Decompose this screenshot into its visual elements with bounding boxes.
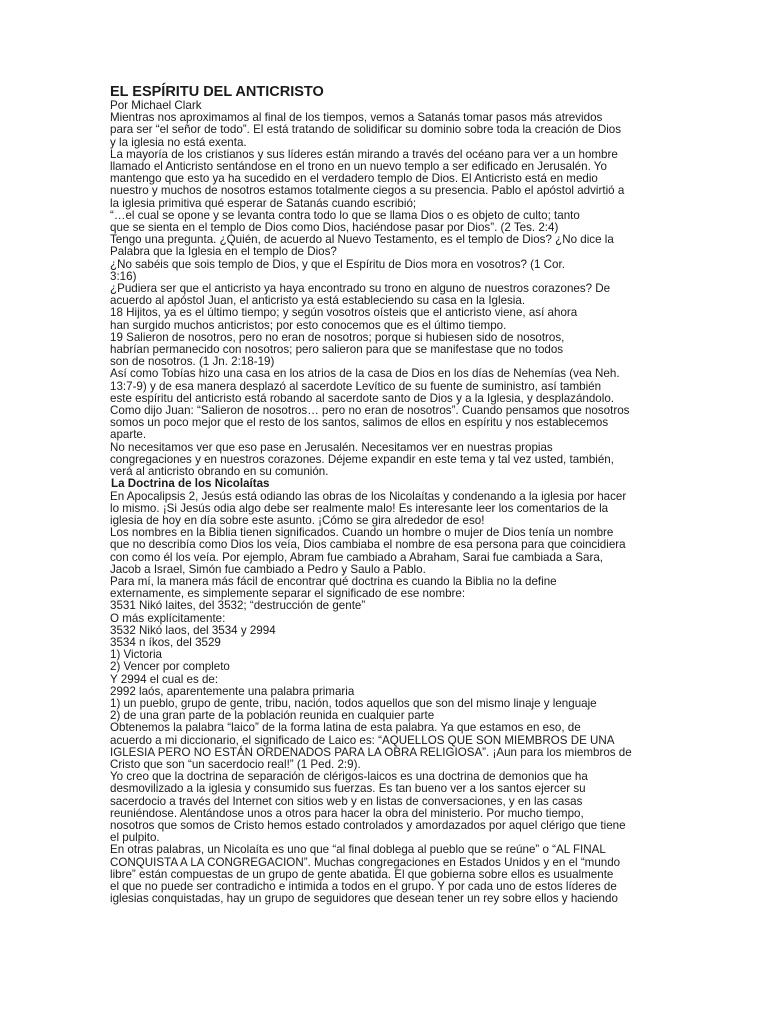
text-line: No necesitamos ver que eso pase en Jerusalén. Necesitamos ver en nuestras propias [110, 440, 553, 454]
text-line: este espíritu del anticristo está robando al sacerdote santo de Dios y a la Iglesia, y desplazándolo. [110, 391, 614, 405]
text-line: sacerdocio a través del Internet con sitios web y en listas de conversaciones, y en las casas [110, 794, 583, 808]
text-line: externamente, es simplemente separar el significado de ese nombre: [110, 587, 466, 601]
text-line: para ser “el señor de todo”. El está tratando de solidificar su dominio sobre toda la creación de Dios [110, 123, 622, 137]
text-line: Cristo que son “un sacerdocio real!” (1 Ped. 2:9). [110, 757, 361, 771]
text-line: 19 Salieron de nosotros, pero no eran de nosotros; porque si hubiesen sido de nosotros, [110, 330, 565, 344]
text-line: somos un poco mejor que el resto de los santos, salimos de ellos en espíritu y nos establecemos [110, 416, 609, 430]
text-line: aparte. [110, 428, 147, 442]
document-body [110, 84, 650, 905]
text-line: 1) un pueblo, grupo de gente, tribu, nación, todos aquellos que son del mismo linaje y lenguaje [110, 696, 597, 710]
text-line: 3534 n íkos, del 3529 [110, 635, 221, 649]
text-line: Así como Tobías hizo una casa en los atrios de la casa de Dios en los días de Nehemías (vea Neh. [110, 367, 620, 381]
text-line: la iglesia primitiva qué esperar de Satanás cuando escribió; [110, 196, 417, 210]
section-heading: La Doctrina de los Nicolaítas [111, 477, 270, 491]
text-line: En otras palabras, un Nicolaíta es uno que “al final doblega al pueblo que se reúne” o “AL FINAL [110, 843, 606, 857]
text-line: CONQUISTA A LA CONGREGACION”. Muchas congregaciones en Estados Unidos y en el “mundo [110, 855, 621, 869]
text-line: reuniéndose. Alentándose unos a otros para hacer la obra del ministerio. Por mucho tiempo, [110, 806, 584, 820]
document-title: EL ESPÍRITU DEL ANTICRISTO [110, 84, 324, 100]
text-line: acuerdo al apóstol Juan, el anticristo ya está estableciendo su casa en la Iglesia. [110, 294, 526, 308]
text-line: 3531 Nikó laites, del 3532; “destrucción de gente” [110, 599, 366, 613]
text-line: 3:16) [110, 269, 137, 283]
text-line: verá al anticristo obrando en su comunión. [110, 465, 329, 479]
text-line: Tengo una pregunta. ¿Quién, de acuerdo al Nuevo Testamento, es el templo de Dios? ¿No dice la [110, 233, 614, 247]
text-line: ¿Pudiera ser que el anticristo ya haya encontrado su trono en alguno de nuestros corazones? De [110, 282, 611, 296]
text-line: acuerdo a mi diccionario, el significado de Laico es: “AQUELLOS QUE SON MIEMBROS DE UNA [110, 733, 615, 747]
text-line: La mayoría de los cristianos y sus líderes están mirando a través del océano para ver a un hombre [110, 147, 618, 161]
text-line: iglesias conquistadas, hay un grupo de seguidores que desean tener un rey sobre ellos y haciendo [110, 892, 618, 906]
text-line: 1) Victoria [110, 648, 162, 662]
text-line: Yo creo que la doctrina de separación de clérigos-laicos es una doctrina de demonios que ha [110, 770, 588, 784]
text-line: “…el cual se opone y se levanta contra todo lo que se llama Dios o es objeto de culto; tanto [110, 208, 580, 222]
text-line: 2992 laós, aparentemente una palabra primaria [110, 684, 355, 698]
text-line: iglesia de hoy en día sobre este asunto. ¡Cómo se gira alrededor de eso! [110, 513, 485, 527]
text-line: Como dijo Juan: “Salieron de nosotros… pero no eran de nosotros”. Cuando pensamos que nosotros [110, 404, 630, 418]
text-line: 13:7-9) y de esa manera desplazó al sacerdote Levítico de su fuente de suministro, así también [110, 379, 602, 393]
text-line: nosotros que somos de Cristo hemos estado controlados y amordazados por aquel clérigo que tiene [110, 818, 626, 832]
text-line: que no describía como Dios los veía, Dios cambiaba el nombre de esa persona para que coincidiera [110, 538, 626, 552]
text-line: Y 2994 el cual es de: [110, 672, 219, 686]
text-line: 2) Vencer por completo [110, 660, 230, 674]
text-line: IGLESIA PERO NO ESTÁN ORDENADOS PARA LA OBRA RELIGIOSA”. ¡Aun para los miembros de [110, 745, 632, 759]
text-line: son de nosotros. (1 Jn. 2:18-19) [110, 355, 275, 369]
text-line: llamado el Anticristo sentándose en el trono en un nuevo templo a ser edificado en Jerusalén. Yo [110, 160, 607, 174]
text-line: habrían permanecido con nosotros; pero salieron para que se manifestase que no todos [110, 343, 564, 357]
text-line: el que no puede ser contradicho e intimida a todos en el grupo. Y por cada uno de estos líderes de [110, 880, 617, 893]
text-line: libre” están compuestas de un grupo de gente abatida. El que gobierna sobre ellos es usualmente [110, 867, 614, 881]
text-line: Jacob a Israel, Simón fue cambiado a Pedro y Saulo a Pablo. [110, 562, 426, 576]
text-line: han surgido muchos anticristos; por esto conocemos que es el último tiempo. [110, 318, 507, 332]
text-line: con como él los veía. Por ejemplo, Abram fue cambiado a Abraham, Sarai fue cambiada a Sara, [110, 550, 603, 564]
text-line: lo mismo. ¡Si Jesús odia algo debe ser realmente malo! Es interesante leer los comentarios de la [110, 501, 609, 515]
text-line: desmovilizado a la iglesia y consumido sus fuerzas. Es tan bueno ver a los santos ejercer su [110, 782, 586, 796]
text-line: que se sienta en el templo de Dios como Dios, haciéndose pasar por Dios”. (2 Tes. 2:4) [110, 221, 559, 235]
byline: Por Michael Clark [110, 99, 202, 112]
text-line: mantengo que esto ya ha sucedido en el verdadero templo de Dios. El Anticristo está en medio [110, 172, 598, 186]
text-line: Los nombres en la Biblia tienen significados. Cuando un hombre o mujer de Dios tenía un nombre [110, 526, 614, 540]
text-line: Para mí, la manera más fácil de encontrar qué doctrina es cuando la Biblia no la define [110, 574, 557, 588]
text-line: ¿No sabéis que sois templo de Dios, y que el Espíritu de Dios mora en vosotros? (1 Cor. [110, 257, 565, 271]
text-line: y la iglesia no está exenta. [110, 135, 247, 149]
text-line: nuestro y muchos de nosotros estamos totalmente ciegos a su presencia. Pablo el apóstol advirtió a [110, 184, 625, 198]
text-line: 18 Hijitos, ya es el último tiempo; y según vosotros oísteis que el anticristo viene, así ahora [110, 306, 578, 320]
text-line: el pulpito. [110, 831, 160, 845]
text-line: 2) de una gran parte de la población reunida en cualquier parte [110, 709, 435, 723]
text-line: Mientras nos aproximamos al final de los tiempos, vemos a Satanás tomar pasos más atrevidos [110, 111, 603, 125]
text-line: congregaciones y en nuestros corazones. Déjeme expandir en este tema y tal vez usted, también, [110, 452, 614, 466]
text-line: Palabra que la Iglesia en el templo de Dios? [110, 245, 337, 259]
text-line: O más explícitamente: [110, 611, 226, 625]
text-line: Obtenemos la palabra “laico” de la forma latina de esta palabra. Ya que estamos en eso, de [110, 721, 581, 735]
text-line: 3532 Nikó laos, del 3534 y 2994 [110, 623, 276, 637]
text-line: En Apocalipsis 2, Jesús está odiando las obras de los Nicolaítas y condenando a la iglesia por hacer [110, 489, 627, 503]
